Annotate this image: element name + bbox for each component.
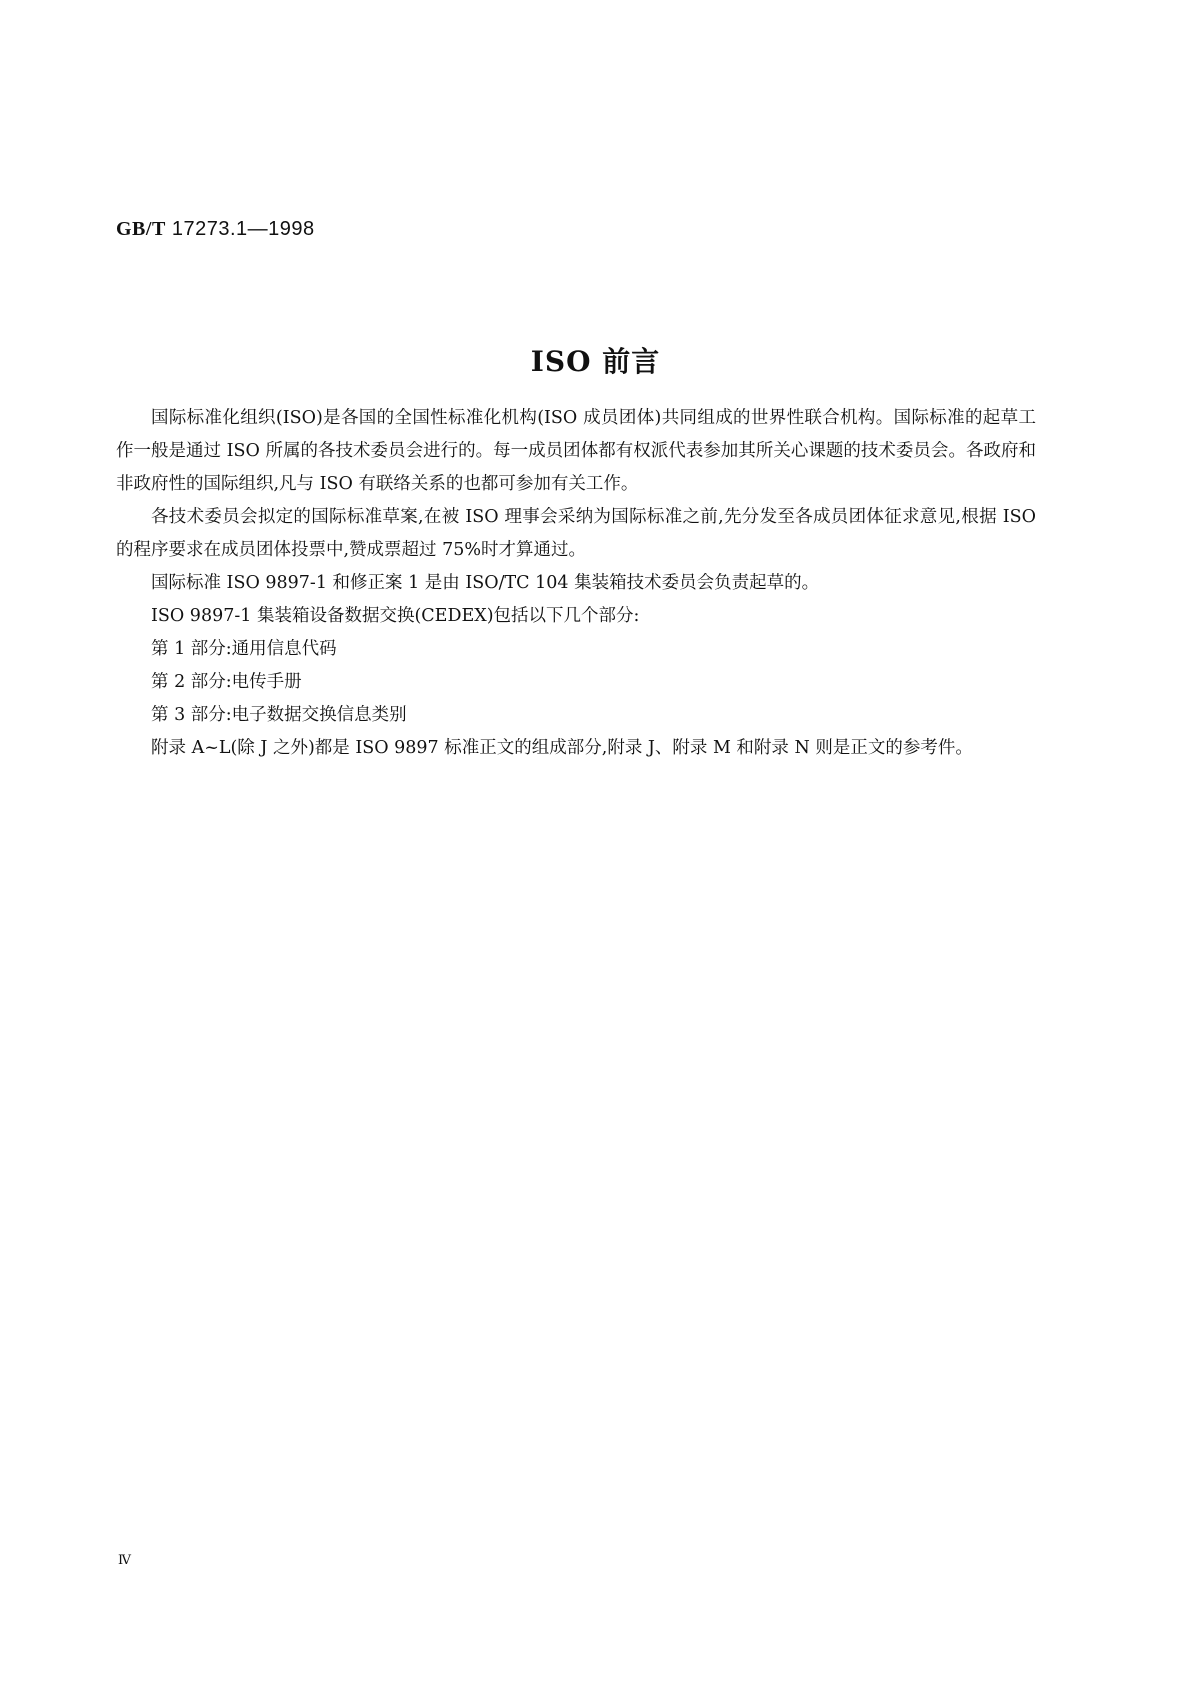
list-item-part-1: 第 1 部分:通用信息代码	[151, 639, 337, 659]
standard-code-number: 17273.1—1998	[171, 218, 315, 240]
paragraph-tc104: 国际标准 ISO 9897-1 和修正案 1 是由 ISO/TC 104 集装箱技术委员会负责起草的。	[151, 573, 820, 593]
paragraph-annexes: 附录 A~L(除 J 之外)都是 ISO 9897 标准正文的组成部分,附录 J、附录 M 和附录 N 则是正文的参考件。	[151, 738, 973, 758]
page-title: ISO 前言	[530, 345, 661, 378]
paragraph-draft-voting: 各技术委员会拟定的国际标准草案,在被 ISO 理事会采纳为国际标准之前,先分发至各成员团体征求意见,根据 ISO 的程序要求在成员团体投票中,赞成票超过 75%时才算通过。	[116, 507, 1036, 560]
standard-code	[116, 218, 315, 241]
paragraph-cedex-parts: ISO 9897-1 集装箱设备数据交换(CEDEX)包括以下几个部分:	[151, 606, 640, 626]
standard-code-prefix: GB/T	[116, 218, 166, 240]
list-item-part-3: 第 3 部分:电子数据交换信息类别	[151, 705, 407, 725]
list-item-part-2: 第 2 部分:电传手册	[151, 672, 302, 692]
foreword-body	[116, 402, 1036, 765]
paragraph-iso-intro: 国际标准化组织(ISO)是各国的全国性标准化机构(ISO 成员团体)共同组成的世界性联合机构。国际标准的起草工作一般是通过 ISO 所属的各技术委员会进行的。每一成员团体都有权派代表参加其所关心课题的技术委员会。各政府和非政府性的国际组织,凡与 ISO 有联络关系的也都可参加有关工作。	[116, 408, 1036, 494]
page-number: Ⅳ	[118, 1553, 131, 1568]
